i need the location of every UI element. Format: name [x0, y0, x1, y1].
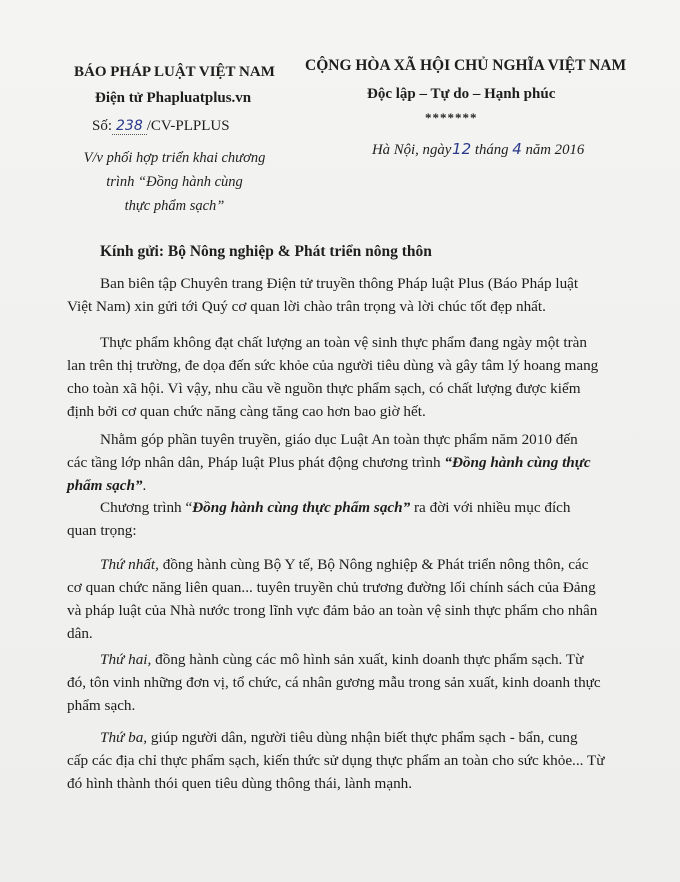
- number-suffix: /CV-PLPLUS: [146, 118, 230, 134]
- subject-block: [62, 146, 287, 218]
- paragraph-first-purpose: [67, 553, 629, 645]
- program-name: Đồng hành cùng thực phẩm sạch”: [192, 499, 411, 516]
- motto-stars: *******: [425, 110, 478, 125]
- text-run: đồng hành cùng Bộ Y tế, Bộ Nông nghiệp & Phát triển nông thôn, các: [158, 556, 589, 573]
- subject-line: V/v phối hợp triển khai chương: [83, 150, 266, 166]
- ordinal-lead: Thứ nhất,: [100, 556, 159, 573]
- paragraph-line: cho toàn xã hội. Vì vậy, nhu cầu về nguồn thực phẩm sạch, có chất lượng được kiểm: [67, 380, 581, 397]
- month-handwritten: 4: [512, 140, 522, 158]
- text-run: các tầng lớp nhân dân, Pháp luật Plus phát động chương trình: [67, 454, 445, 471]
- paragraph-line: cơ quan chức năng liên quan... tuyên truyền chủ trương đường lối chính sách của Đảng: [67, 579, 596, 596]
- ordinal-lead: Thứ hai,: [100, 651, 152, 668]
- paragraph-line: phẩm sạch.: [67, 697, 136, 714]
- document-number: [92, 118, 230, 135]
- program-name: “Đồng hành cùng thực: [444, 454, 591, 471]
- number-prefix: Số:: [92, 118, 113, 134]
- paragraph-greeting: [67, 272, 629, 318]
- national-motto: Độc lập – Tự do – Hạnh phúc: [367, 86, 556, 102]
- date-month-label: tháng: [474, 142, 509, 158]
- program-name: phẩm sạch”: [67, 477, 143, 494]
- paragraph-line: và pháp luật của Nhà nước trong lĩnh vực đảm bảo an toàn vệ sinh thực phẩm cho nhân: [67, 602, 598, 619]
- paragraph-program-launch: [67, 428, 629, 497]
- nation-title: CỘNG HÒA XÃ HỘI CHỦ NGHĨA VIỆT NAM: [305, 57, 627, 74]
- text-run: giúp người dân, người tiêu dùng nhận biết thực phẩm sạch - bẩn, cung: [147, 729, 578, 746]
- day-handwritten: 12: [452, 140, 472, 158]
- date-year: năm 2016: [525, 142, 585, 158]
- paragraph-line: [67, 496, 629, 519]
- paragraph-line: [67, 553, 629, 576]
- paragraph-line: đó hình thành thói quen tiêu dùng thông thái, lành mạnh.: [67, 775, 413, 792]
- paragraph-line: quan trọng:: [67, 522, 137, 539]
- text-run: ra đời với nhiều mục đích: [410, 499, 571, 516]
- paragraph-second-purpose: [67, 648, 629, 717]
- paragraph-line: [67, 648, 629, 671]
- paragraph-line: Nhằm góp phần tuyên truyền, giáo dục Luật An toàn thực phẩm năm 2010 đến: [100, 431, 578, 448]
- text-run: đồng hành cùng các mô hình sản xuất, kinh doanh thực phẩm sạch. Từ: [151, 651, 584, 668]
- org-name: BÁO PHÁP LUẬT VIỆT NAM: [74, 64, 275, 80]
- paragraph-context: [67, 331, 629, 423]
- paragraph-line: [67, 474, 629, 497]
- paragraph-third-purpose: [67, 726, 629, 795]
- subject-line: thực phẩm sạch”: [124, 198, 225, 214]
- paragraph-line: Thực phẩm không đạt chất lượng an toàn vệ sinh thực phẩm đang ngày một tràn: [100, 334, 587, 351]
- paragraph-program-purpose: [67, 496, 629, 542]
- paragraph-line: [67, 451, 629, 474]
- ordinal-lead: Thứ ba,: [100, 729, 148, 746]
- recipient-line: Kính gửi: Bộ Nông nghiệp & Phát triển nông thôn: [100, 243, 432, 260]
- paragraph-line: Ban biên tập Chuyên trang Điện tử truyền thông Pháp luật Plus (Báo Pháp luật: [100, 275, 579, 292]
- paragraph-line: [67, 726, 629, 749]
- paragraph-line: lan trên thị trường, đe dọa đến sức khỏe của người tiêu dùng và gây tâm lý hoang mang: [67, 357, 599, 374]
- paragraph-line: dân.: [67, 625, 93, 642]
- number-handwritten: 238: [112, 118, 147, 135]
- paragraph-line: cấp các địa chỉ thực phẩm sạch, kiến thức sử dụng thực phẩm an toàn cho sức khỏe... Từ: [67, 752, 605, 769]
- place-date: [372, 140, 584, 159]
- date-prefix: Hà Nội, ngày: [372, 142, 452, 158]
- org-subname: Điện tử Phapluatplus.vn: [95, 90, 252, 106]
- paragraph-line: đó, tôn vinh những đơn vị, tổ chức, cá nhân gương mẫu trong sản xuất, kinh doanh thực: [67, 674, 601, 691]
- subject-line: trình “Đồng hành cùng: [106, 174, 243, 190]
- text-run: .: [142, 477, 147, 494]
- paragraph-line: định bởi cơ quan chức năng càng tăng cao hơn bao giờ hết.: [67, 403, 426, 420]
- paragraph-line: Việt Nam) xin gửi tới Quý cơ quan lời chào trân trọng và lời chúc tốt đẹp nhất.: [67, 298, 546, 315]
- text-run: Chương trình “: [100, 499, 193, 516]
